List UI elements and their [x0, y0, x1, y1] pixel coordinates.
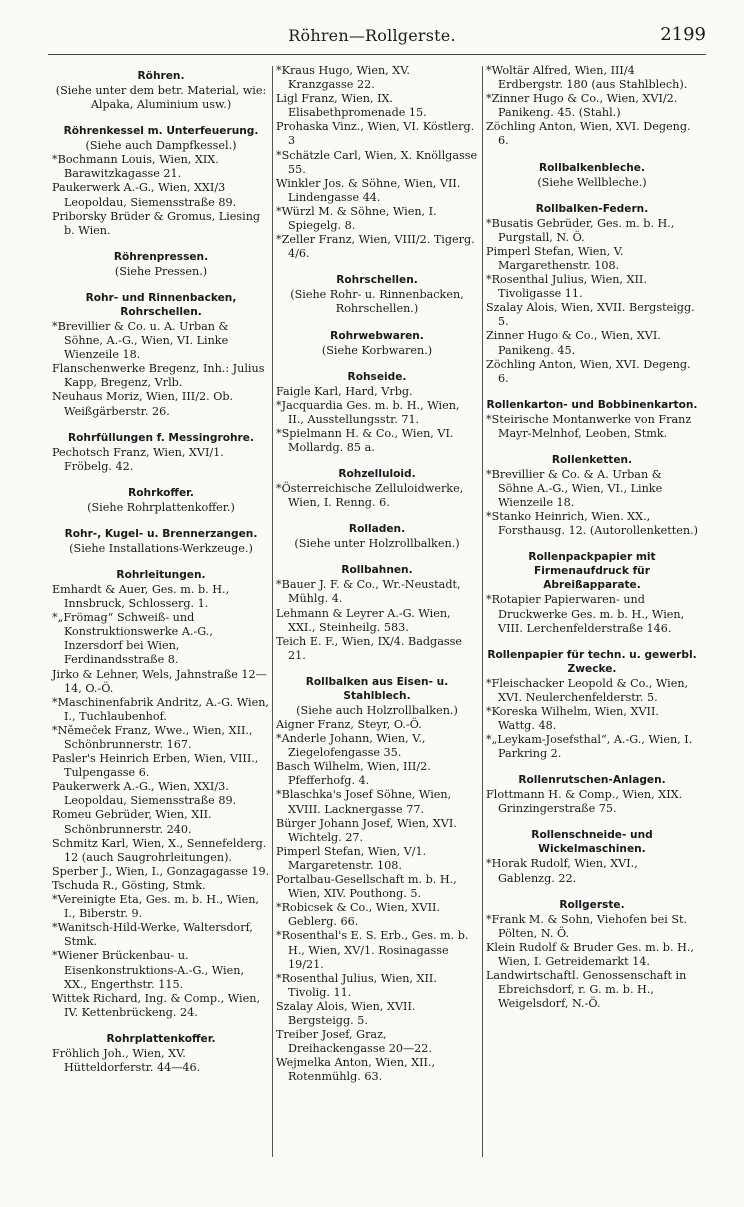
directory-entry: *Woltär Alfred, Wien, III/4 Erdbergstr. 180 (aus Stahlblech).	[486, 64, 688, 92]
spacer	[52, 112, 270, 119]
directory-entry: *Anderle Johann, Wien, V., Ziegelofengasse 35.	[276, 732, 426, 760]
directory-entry: *Busatis Gebrüder, Ges. m. b. H., Purgstall, N. Ö.	[486, 216, 675, 244]
directory-entry: Wejmelka Anton, Wien, XII., Rotenmühlg. 63.	[276, 1056, 436, 1084]
cross-reference: (Siehe Installations-Werkzeuge.)	[69, 541, 253, 555]
directory-entry: Zinner Hugo & Co., Wien, XVI. Panikeng. 45.	[486, 329, 661, 357]
section-heading: Rollenrutschen-Anlagen.	[518, 774, 666, 787]
column-divider	[482, 66, 483, 1157]
directory-entry: *Němeček Franz, Wwe., Wien, XII., Schönbrunnerstr. 167.	[52, 723, 253, 751]
directory-entry: *Schätzle Carl, Wien, X. Knöllgasse 55.	[276, 148, 478, 176]
directory-entry: Emhardt & Auer, Ges. m. b. H., Innsbruck, Schlosserg. 1.	[52, 582, 230, 611]
spacer	[276, 317, 478, 324]
section-heading: Rollbalken-Federn.	[535, 202, 649, 215]
directory-entry: Treiber Josef, Graz, Dreihackengasse 20—22.	[276, 1028, 432, 1056]
section-heading: Rollenketten.	[551, 453, 633, 466]
spacer	[486, 816, 698, 823]
section-heading: Rohr- und Rinnenbacken, Rohrschellen.	[85, 291, 237, 318]
section-heading: Rohrplattenkoffer.	[106, 1032, 216, 1045]
cross-reference: (Siehe Wellbleche.)	[537, 175, 647, 189]
section-heading: Röhrenkessel m. Unterfeuerung.	[63, 125, 259, 138]
spacer	[276, 455, 478, 462]
directory-entry: *Brevillier & Co. & A. Urban & Söhne A.-G., Wien, VI., Linke Wienzeile 18.	[486, 467, 663, 510]
section-heading: Rollenpackpapier mit Firmenaufdruck für Abreißapparate.	[528, 551, 656, 592]
directory-entry: Flanschenwerke Bregenz, Inh.: Julius Kapp, Bregenz, Vrlb.	[52, 362, 265, 390]
directory-entry: Basch Wilhelm, Wien, III/2. Pfefferhofg. 4.	[276, 760, 431, 788]
directory-entry: *Horak Rudolf, Wien, XVI., Gablenzg. 22.	[486, 857, 638, 885]
section-heading: Rollenschneide- und Wickelmaschinen.	[531, 829, 653, 856]
directory-entry: *Rosenthal Julius, Wien, XII. Tivoligasse 11.	[486, 273, 647, 301]
running-head: Röhren—Rollgerste.	[288, 26, 456, 45]
spacer	[486, 441, 698, 448]
directory-entry: *Zeller Franz, Wien, VIII/2. Tigerg. 4/6.	[276, 233, 475, 261]
directory-entry: *Brevillier & Co. u. A. Urban & Söhne, A.-G., Wien, VI. Linke Wienzeile 18.	[52, 319, 229, 362]
directory-entry: Neuhaus Moriz, Wien, III/2. Ob. Weißgärberstr. 26.	[52, 390, 234, 418]
directory-entry: Romeu Gebrüder, Wien, XII. Schönbrunnerstr. 240.	[52, 808, 212, 836]
spacer	[486, 386, 698, 393]
section-heading: Rollenpapier für techn. u. gewerbl. Zwecke.	[487, 648, 697, 675]
directory-entry: Zöchling Anton, Wien, XVI. Degeng. 6.	[486, 120, 691, 148]
directory-entry: *Rosenthal Julius, Wien, XII. Tivolig. 11.	[276, 971, 437, 999]
spacer	[486, 886, 698, 893]
cross-reference: (Siehe unter Holzrollbalken.)	[294, 537, 460, 551]
directory-entry: Fröhlich Joh., Wien, XV. Hütteldorferstr. 44—46.	[52, 1046, 201, 1074]
directory-entry: *„Leykam-Josefsthal“, A.-G., Wien, I. Parkring 2.	[486, 733, 693, 761]
cross-reference: (Siehe Rohr- u. Rinnenbacken, Rohrschellen.)	[290, 288, 464, 316]
directory-entry: *Kraus Hugo, Wien, XV. Kranzgasse 22.	[276, 64, 410, 92]
cross-reference: (Siehe unter dem betr. Material, wie: Alpaka, Aluminium usw.)	[55, 84, 267, 112]
directory-entry: Szalay Alois, Wien, XVII. Bergsteigg. 5.	[276, 999, 416, 1027]
section-heading: Rollbalkenbleche.	[539, 161, 645, 174]
directory-entry: *Koreska Wilhelm, Wien, XVII. Wattg. 48.	[486, 704, 659, 732]
directory-entry: Jirko & Lehner, Wels, Jahnstraße 12—14, O.-Ö.	[52, 667, 267, 695]
spacer	[52, 279, 270, 286]
directory-entry: Aigner Franz, Steyr, O.-Ö.	[276, 718, 422, 731]
header-rule	[48, 54, 706, 55]
section-heading: Rollenkarton- und Bobbinenkarton.	[486, 398, 698, 411]
section-heading: Rollgerste.	[559, 898, 625, 911]
directory-entry: Lehmann & Leyrer A.-G. Wien, XXI., Steinheilg. 583.	[276, 606, 451, 634]
section-heading: Rohrfüllungen f. Messingrohre.	[67, 431, 254, 444]
directory-entry: *„Frömag“ Schweiß- und Konstruktionswerke A.-G., Inzersdorf bei Wien, Ferdinandsstraße 8.	[52, 611, 213, 667]
section-heading: Rohrleitungen.	[116, 568, 206, 581]
directory-entry: Winkler Jos. & Söhne, Wien, VII. Lindengasse 44.	[276, 176, 461, 204]
section-heading: Rohrkoffer.	[128, 486, 194, 499]
spacer	[486, 190, 698, 197]
column-3	[486, 64, 698, 1011]
section-heading: Röhrenpressen.	[113, 250, 209, 263]
column-divider	[272, 66, 273, 1157]
section-heading: Rollbahnen.	[341, 564, 413, 577]
directory-entry: *Bauer J. F. & Co., Wr.-Neustadt, Mühlg. 4.	[276, 578, 461, 606]
spacer	[276, 663, 478, 670]
spacer	[52, 419, 270, 426]
directory-entry: *Rosenthal's E. S. Erb., Ges. m. b. H., Wien, XV/1. Rosinagasse 19/21.	[276, 929, 469, 971]
section-heading: Rohseide.	[347, 370, 407, 383]
directory-entry: *Rotapier Papierwaren- und Druckwerke Ges. m. b. H., Wien, VIII. Lerchenfelderstraße 146.	[486, 593, 685, 635]
directory-entry: *Zinner Hugo & Co., Wien, XVI/2. Panikeng. 45. (Stahl.)	[486, 92, 678, 120]
spacer	[486, 149, 698, 156]
cross-reference: (Siehe Pressen.)	[114, 264, 208, 278]
cross-reference: (Siehe Rohrplattenkoffer.)	[87, 500, 235, 514]
directory-entry: Flottmann H. & Comp., Wien, XIX. Grinzingerstraße 75.	[486, 788, 683, 816]
spacer	[276, 261, 478, 268]
spacer	[52, 474, 270, 481]
directory-entry: *Fleischacker Leopold & Co., Wien, XVI. Neulerchenfelderstr. 5.	[486, 676, 689, 704]
spacer	[276, 510, 478, 517]
spacer	[52, 238, 270, 245]
directory-entry: *Vereinigte Eta, Ges. m. b. H., Wien, I., Biberstr. 9.	[52, 893, 259, 921]
directory-entry: *Wanitsch-Hild-Werke, Waltersdorf, Stmk.	[52, 921, 253, 949]
spacer	[486, 636, 698, 643]
spacer	[486, 538, 698, 545]
directory-entry: Pimperl Stefan, Wien, V/1. Margaretenstr. 108.	[276, 844, 427, 872]
directory-entry: *Bochmann Louis, Wien, XIX. Barawitzkagasse 21.	[52, 153, 219, 181]
column-1	[52, 64, 270, 1075]
directory-entry: Bürger Johann Josef, Wien, XVI. Wichtelg. 27.	[276, 816, 457, 844]
directory-entry: Pimperl Stefan, Wien, V. Margarethenstr. 108.	[486, 244, 624, 272]
page-number: 2199	[660, 24, 706, 45]
directory-entry: Prohaska Vinz., Wien, VI. Köstlerg. 3	[276, 120, 475, 148]
section-heading: Rolladen.	[348, 523, 406, 536]
directory-entry: Wittek Richard, Ing. & Comp., Wien, IV. Kettenbrückeng. 24.	[52, 991, 261, 1019]
spacer	[52, 515, 270, 522]
section-heading: Röhren.	[137, 70, 185, 82]
column-2	[276, 64, 478, 1084]
directory-entry: Tschuda R., Gösting, Stmk.	[52, 878, 206, 892]
directory-entry: *Spielmann H. & Co., Wien, VI. Mollardg. 85 a.	[276, 426, 454, 454]
spacer	[52, 556, 270, 563]
page-header	[0, 24, 744, 50]
directory-entry: *Maschinenfabrik Andritz, A.-G. Wien, I., Tuchlaubenhof.	[52, 695, 269, 723]
directory-entry: *Stanko Heinrich, Wien. XX., Forsthausg. 12. (Autorollenketten.)	[486, 510, 698, 538]
cross-reference: (Siehe auch Holzrollbalken.)	[296, 703, 458, 717]
directory-entry: Sperber J., Wien, I., Gonzagagasse 19.	[52, 864, 270, 878]
directory-entry: Teich E. F., Wien, IX/4. Badgasse 21.	[276, 634, 462, 662]
directory-entry: Pechotsch Franz, Wien, XVI/1. Fröbelg. 42.	[52, 445, 224, 473]
directory-entry: *Blaschka's Josef Söhne, Wien, XVIII. Lacknergasse 77.	[276, 788, 452, 816]
spacer	[486, 761, 698, 768]
section-heading: Rohzelluloid.	[338, 468, 416, 481]
directory-entry: *Robicsek & Co., Wien, XVII. Geblerg. 66.	[276, 901, 440, 929]
directory-entry: Priborsky Brüder & Gromus, Liesing b. Wien.	[52, 209, 261, 237]
directory-entry: *Frank M. & Sohn, Viehofen bei St. Pölten, N. Ö.	[486, 912, 688, 940]
directory-entry: *Österreichische Zelluloidwerke, Wien, I. Renng. 6.	[276, 482, 464, 510]
spacer	[276, 551, 478, 558]
directory-entry: *Wiener Brückenbau- u. Eisenkonstruktions-A.-G., Wien, XX., Engerthstr. 115.	[52, 949, 245, 991]
directory-entry: Paukerwerk A.-G., Wien, XXI/3. Leopoldau, Siemensstraße 89.	[52, 780, 237, 808]
cross-reference: (Siehe auch Dampfkessel.)	[85, 139, 237, 153]
directory-entry: Schmitz Karl, Wien, X., Sennefelderg. 12 (auch Saugrohrleitungen).	[52, 836, 267, 864]
directory-entry: *Würzl M. & Söhne, Wien, I. Spiegelg. 8.	[276, 204, 437, 233]
directory-entry: Faigle Karl, Hard, Vrbg.	[276, 384, 413, 398]
section-heading: Rohr-, Kugel- u. Brennerzangen.	[64, 527, 258, 540]
directory-entry: *Steirische Montanwerke von Franz Mayr-Melnhof, Leoben, Stmk.	[486, 412, 692, 440]
section-heading: Rohrwebwaren.	[330, 329, 424, 342]
spacer	[276, 358, 478, 365]
directory-entry: Szalay Alois, Wien, XVII. Bergsteigg. 5.	[486, 301, 695, 329]
section-heading: Rollbalken aus Eisen- u. Stahlblech.	[305, 675, 449, 702]
directory-entry: Paukerwerk A.-G., Wien, XXI/3 Leopoldau, Siemensstraße 89.	[52, 181, 237, 209]
directory-entry: Klein Rudolf & Bruder Ges. m. b. H., Wien, I. Getreidemarkt 14.	[486, 940, 694, 968]
spacer	[52, 1020, 270, 1027]
directory-entry: Pasler's Heinrich Erben, Wien, VIII., Tulpengasse 6.	[52, 752, 259, 780]
section-heading: Rohrschellen.	[336, 274, 418, 287]
directory-entry: *Jacquardia Ges. m. b. H., Wien, II., Ausstellungsstr. 71.	[276, 398, 460, 426]
directory-entry: Zöchling Anton, Wien, XVI. Degeng. 6.	[486, 357, 691, 385]
directory-entry: Ligl Franz, Wien, IX. Elisabethpromenade 15.	[276, 92, 427, 120]
directory-entry: Portalbau-Gesellschaft m. b. H., Wien, XIV. Pouthong. 5.	[276, 873, 457, 901]
cross-reference: (Siehe Korbwaren.)	[321, 343, 433, 357]
directory-entry: Landwirtschaftl. Genossenschaft in Ebreichsdorf, r. G. m. b. H., Weigelsdorf, N.-Ö.	[486, 969, 687, 1011]
